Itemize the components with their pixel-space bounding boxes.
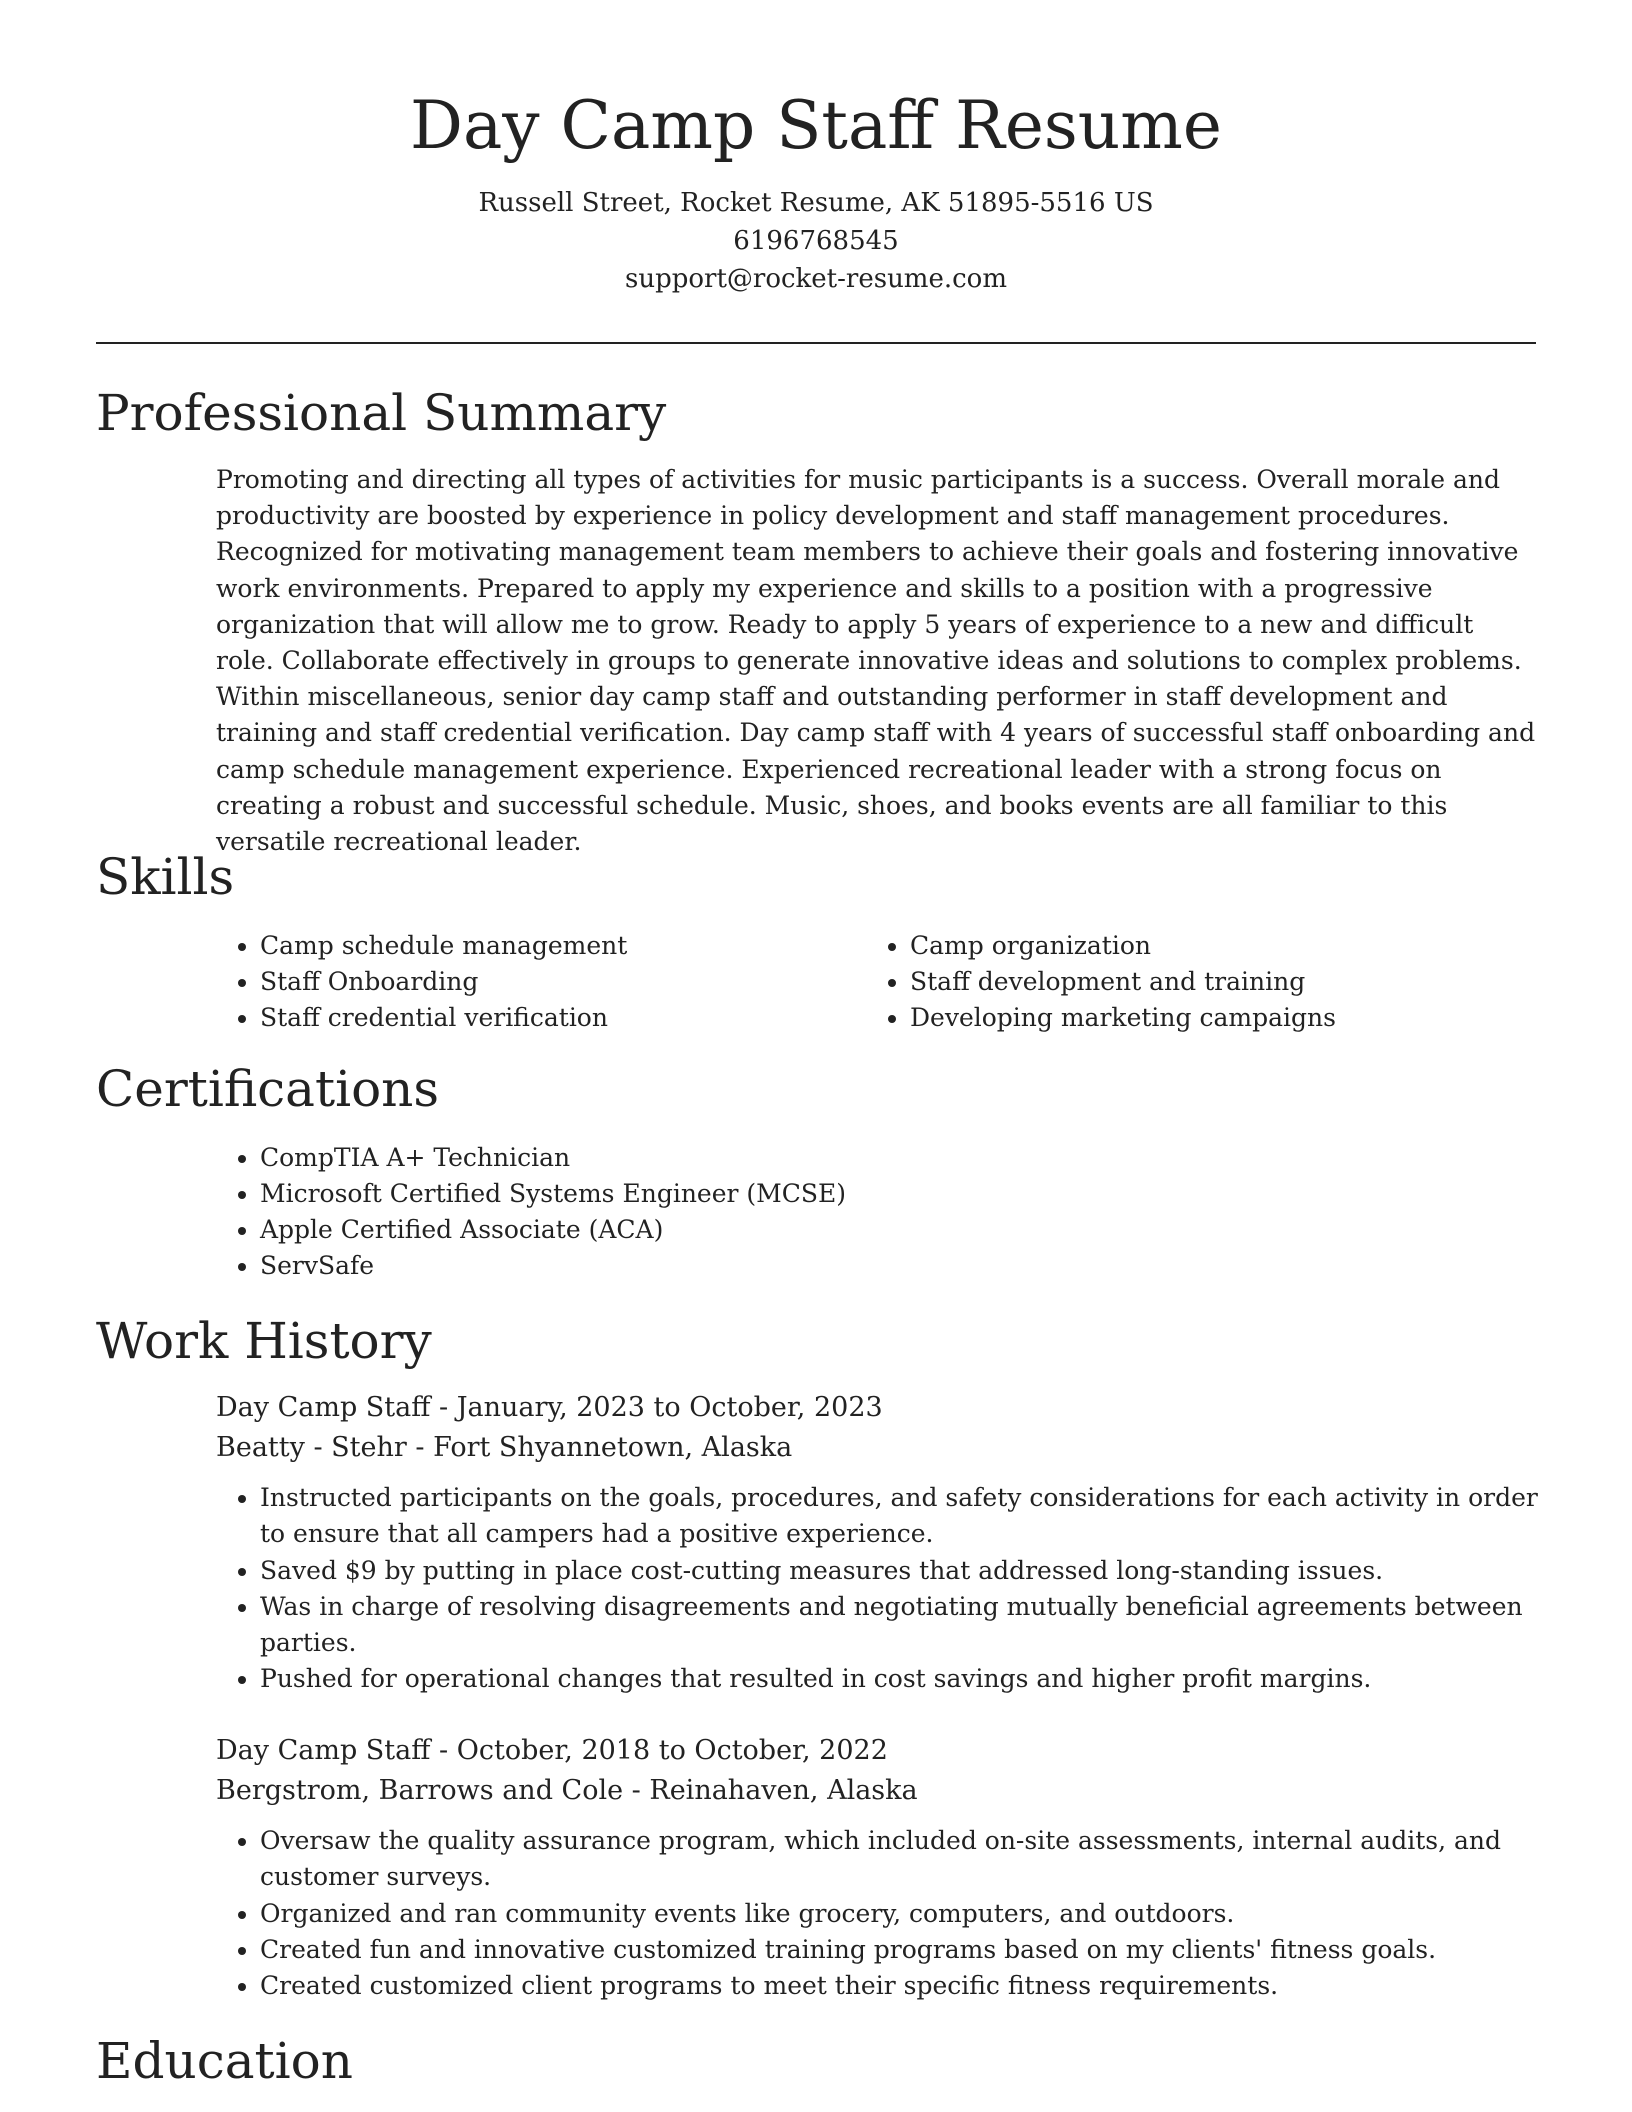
skills-list-right bbox=[866, 928, 1506, 1036]
certification-item: • Microsoft Certified Systems Engineer (MCSE) bbox=[260, 1176, 1516, 1212]
header-divider bbox=[96, 342, 1536, 344]
skill-item: • Staff credential verification bbox=[260, 1000, 856, 1036]
certifications-block bbox=[216, 1140, 1516, 1284]
job-title-line: Day Camp Staff - January, 2023 to October, 2023 bbox=[216, 1392, 883, 1423]
job-duty-item: • Pushed for operational changes that resulted in cost savings and higher profit margins. bbox=[260, 1661, 1538, 1697]
skills-list-left bbox=[216, 928, 856, 1036]
job-duty-item: • Oversaw the quality assurance program, which included on-site assessments, internal audits, and customer surveys. bbox=[260, 1823, 1538, 1896]
job-employer-line: Bergstrom, Barrows and Cole - Reinahaven, Alaska bbox=[216, 1775, 918, 1806]
summary-text: Promoting and directing all types of activities for music participants is a success. Overall morale and productivity are boosted by experience in policy development and staff management procedures. Recognized for motivating management team members to achieve their goals and fostering innovative work environments. Prepared to apply my experience and skills to a position with a progressive organization that will allow me to grow. Ready to apply 5 years of experience to a new and difficult role. Collaborate effectively in groups to generate innovative ideas and solutions to complex problems. Within miscellaneous, senior day camp staff and outstanding performer in staff development and training and staff credential verification. Day camp staff with 4 years of successful staff onboarding and camp schedule management experience. Experienced recreational leader with a strong focus on creating a robust and successful schedule. Music, shoes, and books events are all familiar to this versatile recreational leader. bbox=[216, 465, 1536, 857]
summary-heading: Professional Summary bbox=[96, 384, 667, 442]
certifications-heading: Certifications bbox=[96, 1060, 440, 1118]
job-duty-item: • Instructed participants on the goals, procedures, and safety considerations for each activity in order to ensure that all campers had a positive experience. bbox=[260, 1480, 1538, 1553]
skills-column-left bbox=[216, 928, 856, 1036]
skill-item: • Staff development and training bbox=[910, 964, 1506, 1000]
certification-item: • ServSafe bbox=[260, 1248, 1516, 1284]
certifications-list bbox=[216, 1140, 1516, 1284]
job-duty-item: • Created fun and innovative customized training programs based on my clients' fitness goals. bbox=[260, 1932, 1538, 1968]
phone-text: 6196768545 bbox=[733, 226, 899, 256]
job-employer-line: Beatty - Stehr - Fort Shyannetown, Alaska bbox=[216, 1432, 793, 1463]
email-text: support@rocket-resume.com bbox=[624, 264, 1007, 294]
address-text: Russell Street, Rocket Resume, AK 51895-5516 US bbox=[478, 188, 1154, 218]
job-entry bbox=[216, 1731, 1538, 2004]
job-duty-item: • Created customized client programs to meet their specific fitness requirements. bbox=[260, 1968, 1538, 2004]
certification-item: • CompTIA A+ Technician bbox=[260, 1140, 1516, 1176]
job-duties-list bbox=[216, 1823, 1538, 2004]
certification-item: • Apple Certified Associate (ACA) bbox=[260, 1212, 1516, 1248]
job-duty-item: • Saved $9 by putting in place cost-cutting measures that addressed long-standing issues. bbox=[260, 1553, 1538, 1589]
skills-heading: Skills bbox=[96, 848, 235, 906]
contact-block bbox=[0, 184, 1632, 298]
job-duties bbox=[216, 1823, 1538, 2004]
job-entry bbox=[216, 1388, 1538, 1698]
skill-item: • Developing marketing campaigns bbox=[910, 1000, 1506, 1036]
skill-item: • Camp organization bbox=[910, 928, 1506, 964]
skill-item: • Staff Onboarding bbox=[260, 964, 856, 1000]
job-duties bbox=[216, 1480, 1538, 1698]
job-title-line: Day Camp Staff - October, 2018 to October, 2022 bbox=[216, 1735, 888, 1766]
job-duties-list bbox=[216, 1480, 1538, 1698]
page-title: Day Camp Staff Resume bbox=[410, 87, 1222, 164]
skills-column-right bbox=[866, 928, 1506, 1036]
skill-item: • Camp schedule management bbox=[260, 928, 856, 964]
resume-header bbox=[0, 80, 1632, 298]
job-duty-item: • Was in charge of resolving disagreements and negotiating mutually beneficial agreements between parties. bbox=[260, 1589, 1538, 1662]
education-heading: Education bbox=[96, 2032, 353, 2090]
job-duty-item: • Organized and ran community events like grocery, computers, and outdoors. bbox=[260, 1896, 1538, 1932]
work-history-heading: Work History bbox=[96, 1312, 432, 1370]
